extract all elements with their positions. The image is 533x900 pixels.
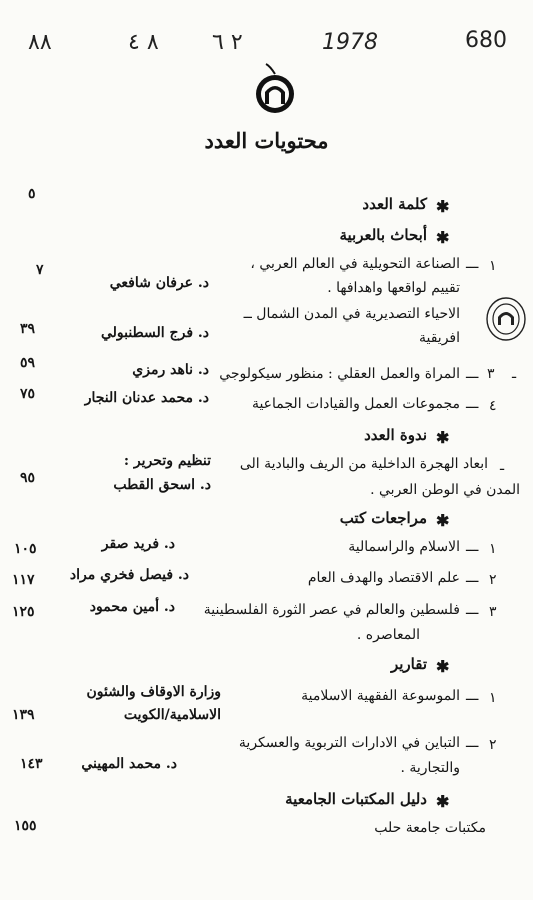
item-number: ٢ [489, 572, 497, 588]
page-number: ٣٩ [20, 321, 36, 337]
list-item: الصناعة التحويلية في العالم العربي ، [250, 256, 460, 272]
item-dash: ـــ [466, 539, 479, 555]
handwritten-mark: ٨ ٤ [128, 30, 159, 55]
page-title: محتويات العدد [204, 128, 329, 153]
section-reviews: مراجعات كتب [339, 509, 427, 527]
item-dash: ـــ [466, 366, 479, 382]
item-number: ٣ [489, 604, 497, 620]
page-number: ١٥٥ [14, 818, 37, 834]
handwritten-number: 680 [465, 28, 507, 53]
section-reports: تقارير [390, 655, 427, 673]
list-item: تقييم لواقعها واهدافها . [327, 280, 460, 296]
handwritten-year: 1978 [322, 30, 378, 55]
page-number: ٥ [28, 186, 36, 202]
author: وزارة الاوقاف والشئون [86, 684, 221, 700]
page-number: ١١٧ [12, 572, 35, 588]
author: د. أمين محمود [89, 599, 175, 615]
author: د. اسحق القطب [113, 477, 211, 493]
author: د. محمد المهيني [81, 756, 177, 772]
item-dash: ـــ [466, 396, 479, 412]
item-number: ٤ [489, 398, 497, 414]
list-item: مكتبات جامعة حلب [374, 820, 486, 836]
page-number: ١٢٥ [12, 604, 35, 620]
item-dash: ـــ [466, 256, 479, 272]
item-dash: ـــ [466, 735, 479, 751]
star-icon: ✱ [436, 657, 450, 676]
item-dash: ـــ [466, 688, 479, 704]
page-number: ١٤٣ [20, 756, 43, 772]
item-dash: ـ [512, 366, 517, 382]
author: د. محمد عدنان النجار [84, 390, 209, 406]
list-item: الاسلام والراسمالية [348, 539, 460, 555]
list-item: المعاصره . [356, 627, 420, 643]
star-icon: ✱ [436, 197, 450, 216]
item-number: ٣ [487, 366, 495, 382]
author: تنظيم وتحرير : [123, 453, 211, 469]
list-item: المراة والعمل العقلي : منظور سيكولوجي [219, 366, 460, 382]
item-dash: ـــ [466, 602, 479, 618]
handwritten-mark: ٢ ٦ [212, 30, 243, 55]
section-symposium: ندوة العدد [364, 426, 427, 444]
handwritten-mark: ٨٨ [28, 30, 52, 55]
page-number: ١٠٥ [14, 541, 37, 557]
list-item: والتجارية . [400, 760, 460, 776]
list-item: علم الاقتصاد والهدف العام [307, 570, 460, 586]
item-number: ١ [489, 258, 497, 274]
star-icon: ✱ [436, 428, 450, 447]
star-icon: ✱ [436, 511, 450, 530]
page-number: ٧ [36, 262, 44, 278]
author: د. عرفان شافعي [109, 275, 209, 291]
author: د. فرج السطنبولي [100, 325, 209, 341]
list-item: الاحياء التصديرية في المدن الشمال ــ [243, 306, 460, 322]
library-stamp-icon [482, 294, 526, 344]
item-number: ٢ [489, 737, 497, 753]
author: د. ناهد رمزي [132, 362, 209, 378]
page-number: ٩٥ [20, 470, 36, 486]
item-number: ١ [489, 541, 497, 557]
star-icon: ✱ [436, 792, 450, 811]
list-item: المدن في الوطن العربي . [370, 482, 520, 498]
list-item: الموسوعة الفقهية الاسلامية [301, 688, 460, 704]
author: د. فريد صقر [101, 536, 175, 552]
author: د. فيصل فخري مراد [69, 567, 189, 583]
page-number: ٧٥ [20, 386, 36, 402]
item-dash: ـ [500, 458, 505, 474]
section-libraries: دليل المكتبات الجامعية [285, 790, 427, 808]
list-item: مجموعات العمل والقيادات الجماعية [251, 396, 460, 412]
list-item: فلسطين والعالم في عصر الثورة الفلسطينية [203, 602, 460, 618]
list-item: ابعاد الهجرة الداخلية من الريف والبادية الى [239, 456, 488, 472]
list-item: افريقية [418, 330, 460, 346]
item-dash: ـــ [466, 570, 479, 586]
author: الاسلامية/الكويت [123, 707, 221, 723]
journal-logo [250, 60, 300, 118]
item-number: ١ [489, 690, 497, 706]
section-editorial: كلمة العدد [362, 195, 427, 213]
list-item: التباين في الادارات التربوية والعسكرية [238, 735, 460, 751]
section-research: أبحاث بالعربية [339, 226, 427, 244]
page-number: ٥٩ [20, 355, 36, 371]
page-number: ١٣٩ [12, 707, 35, 723]
star-icon: ✱ [436, 228, 450, 247]
